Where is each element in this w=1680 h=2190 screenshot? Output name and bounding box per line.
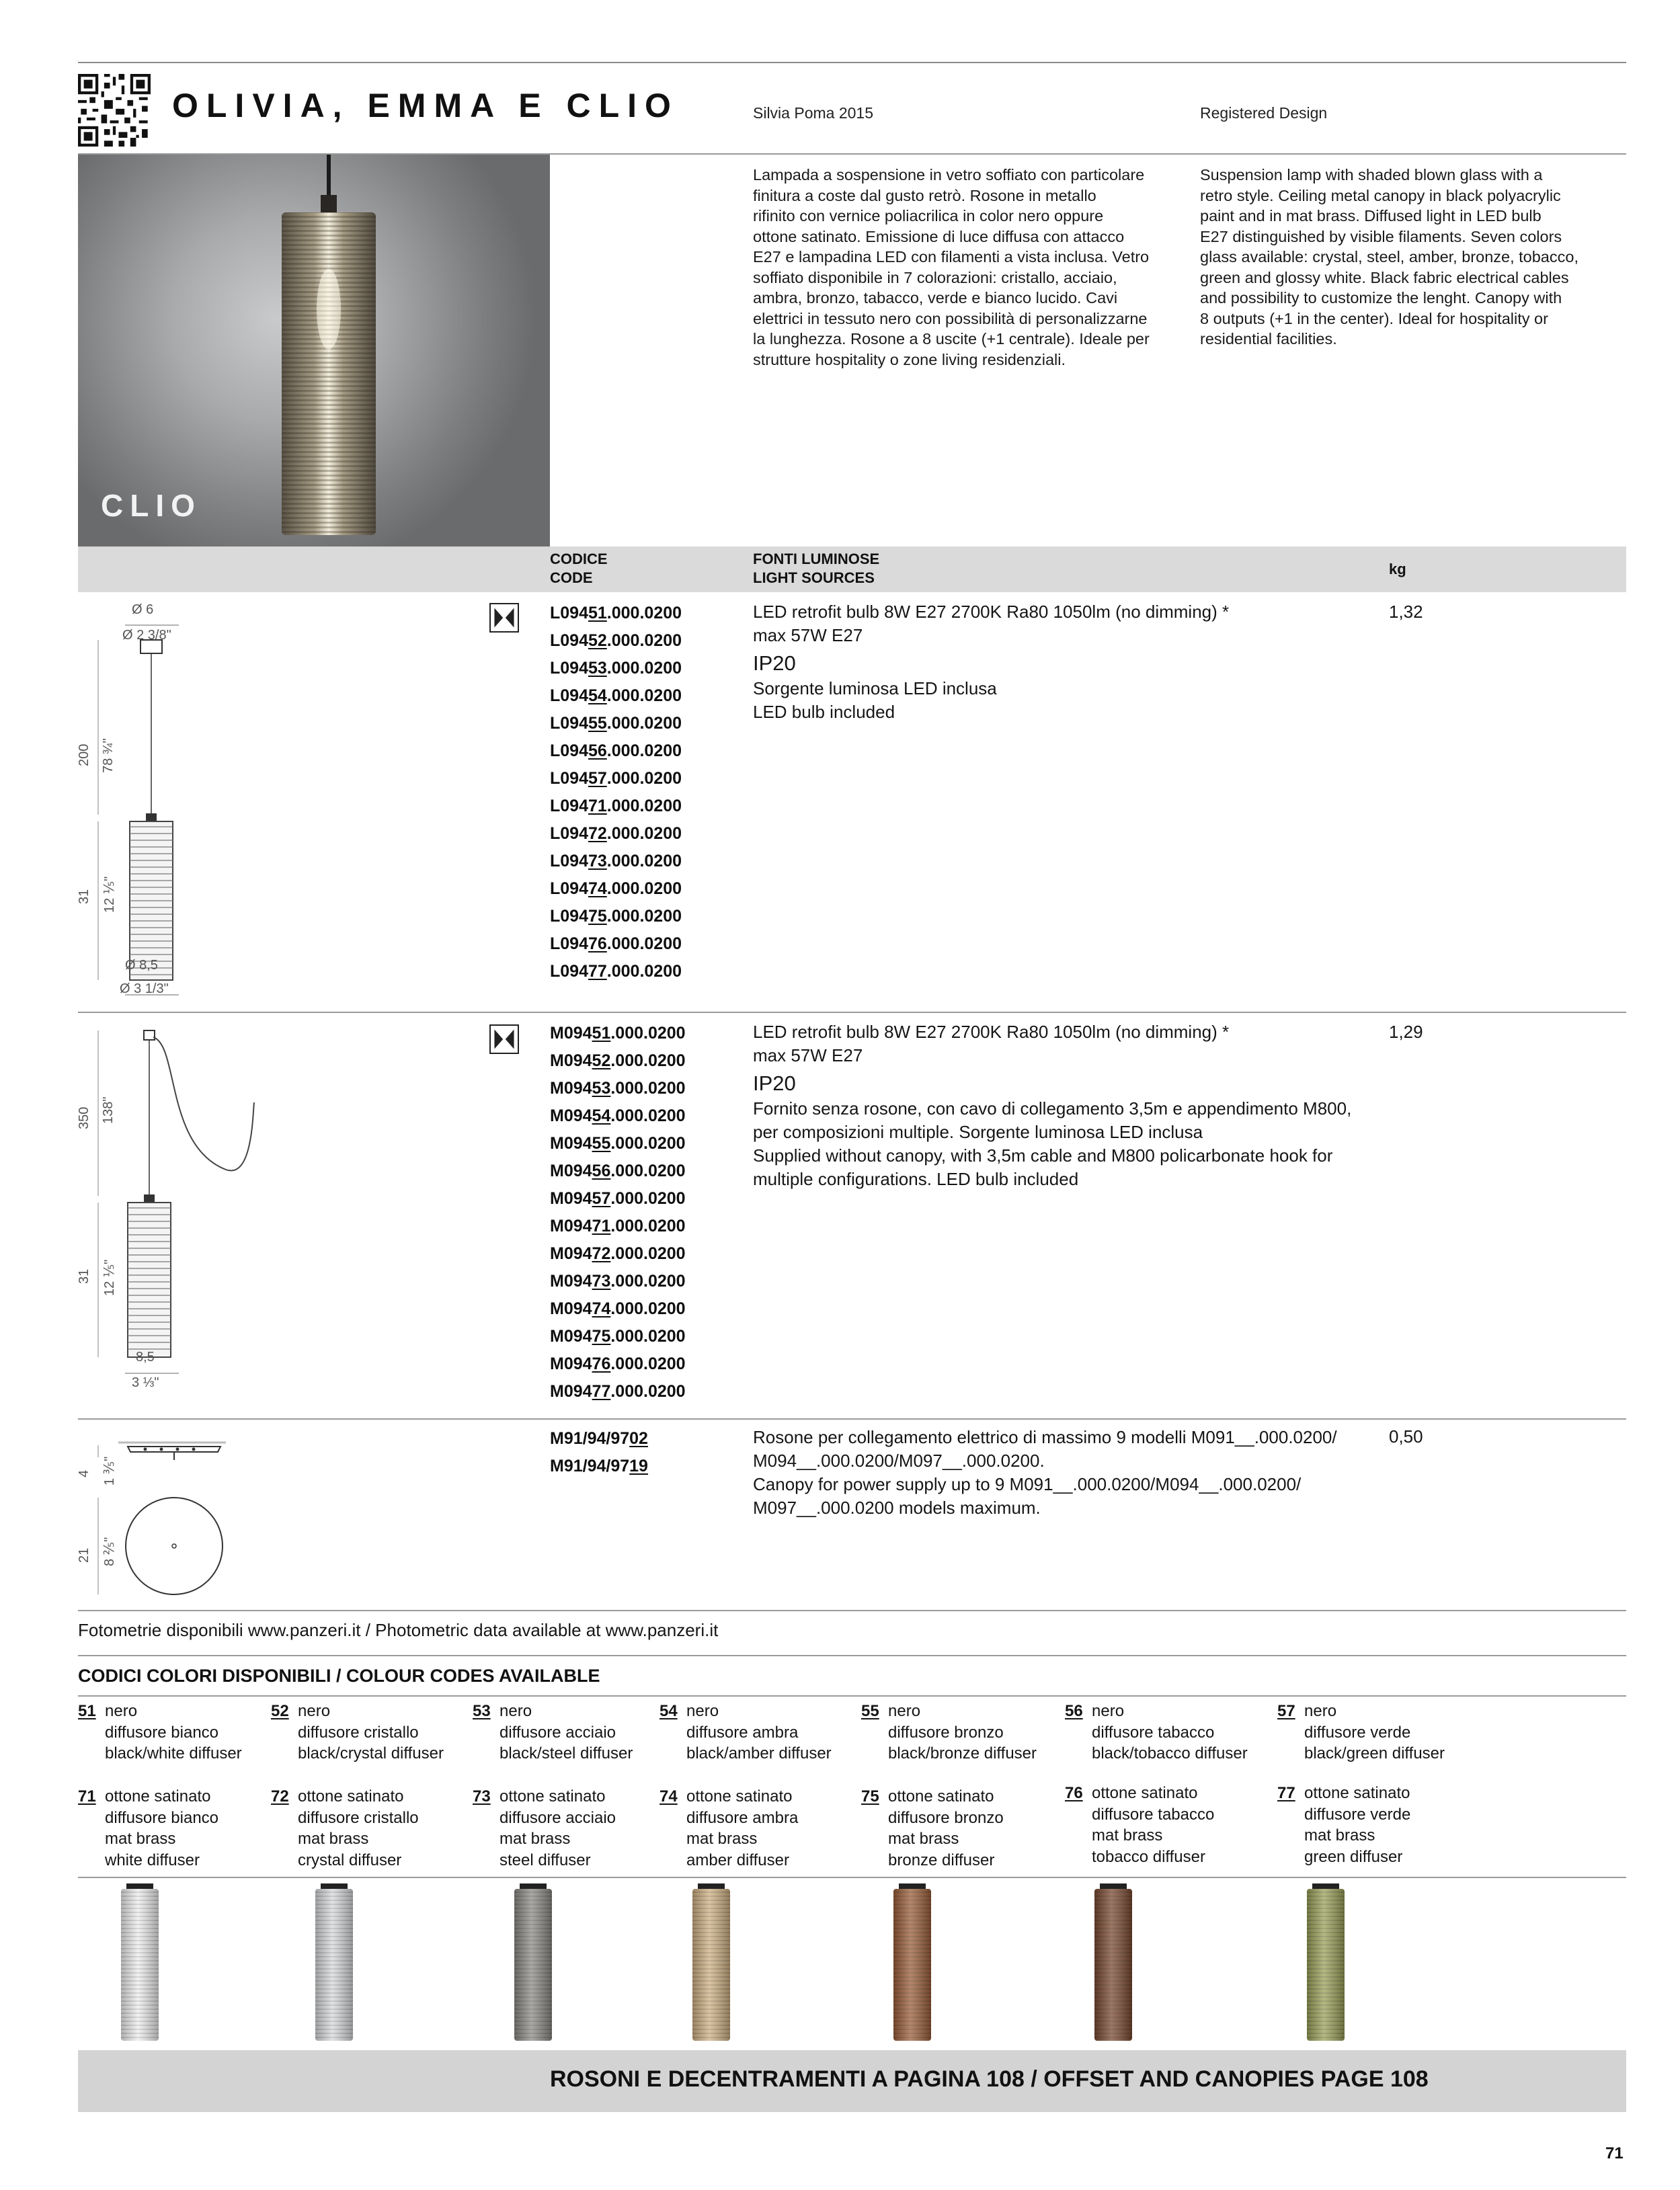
description-line: Lampada a sospensione in vetro soffiato con particolare	[753, 166, 1145, 184]
color-code-item: 57 nero diffusore verde black/green diffuser	[1277, 1702, 1445, 1762]
description-line: soffiato disponibile in 7 colorazioni: cristallo, acciaio,	[753, 268, 1117, 286]
section3-dimension-drawing	[78, 1425, 253, 1613]
color-code-item: 77 ottone satinato diffusore verde mat brass green diffuser	[1277, 1784, 1411, 1866]
product-code[interactable]: M09474.000.0200	[550, 1299, 686, 1318]
color-code-item: 55 nero diffusore bronzo black/bronze diffuser	[861, 1702, 1037, 1762]
light-source-line: max 57W E27	[753, 1045, 863, 1065]
section1-dimension-drawing	[78, 598, 239, 1002]
section1-code-list	[550, 600, 682, 985]
description-line: strutture hospitality o zone living residenziali.	[753, 350, 1066, 368]
description-line: ottone satinato. Emissione di luce diffusa con attacco	[753, 227, 1125, 245]
product-code[interactable]: M09452.000.0200	[550, 1051, 686, 1070]
color-code-item: 74 ottone satinato diffusore ambra mat brass amber diffuser	[659, 1787, 799, 1869]
product-code[interactable]: M09471.000.0200	[550, 1217, 686, 1235]
weight-value: 0,50	[1389, 1426, 1423, 1447]
note-line: per composizioni multiple. Sorgente luminosa LED inclusa	[753, 1122, 1203, 1142]
note-line: M097__.000.0200 models maximum.	[753, 1498, 1041, 1518]
swatch-white-icon	[121, 1883, 159, 2041]
dim-total-height: 200	[77, 743, 91, 766]
product-code[interactable]: M09477.000.0200	[550, 1382, 686, 1401]
light-source-line: LED retrofit bulb 8W E27 2700K Ra80 1050lm (no dimming) *	[753, 1022, 1230, 1042]
swatch-steel-icon	[514, 1883, 552, 2041]
section2-light-source	[753, 1020, 1378, 1191]
product-code[interactable]: L09456.000.0200	[550, 741, 682, 760]
description-line: la lunghezza. Rosone a 8 uscite (+1 centrale). Ideale per	[753, 330, 1150, 348]
dim-canopy-diameter-inch: Ø 2 3/8"	[122, 628, 171, 643]
dim-canopy-diameter: Ø 6	[132, 602, 154, 617]
description-line: ambra, bronzo, tabacco, verde e bianco lucido. Cavi	[753, 289, 1118, 307]
dim-glass-diameter: Ø 8,5	[125, 958, 158, 973]
product-code[interactable]: M09453.000.0200	[550, 1079, 686, 1098]
dim-glass-diameter-inch: Ø 3 1/3"	[120, 981, 169, 996]
product-code[interactable]: M09455.000.0200	[550, 1134, 686, 1153]
section-rule	[78, 1012, 1626, 1013]
column-header-code-en: CODE	[550, 569, 593, 586]
product-code[interactable]: L09476.000.0200	[550, 934, 682, 953]
color-code-item: 56 nero diffusore tabacco black/tobacco diffuser	[1065, 1702, 1248, 1762]
color-code-item: 54 nero diffusore ambra black/amber diffuser	[659, 1702, 832, 1762]
photometric-note: Fotometrie disponibili www.panzeri.it / Photometric data available at www.panzeri.it	[78, 1620, 719, 1640]
product-code[interactable]: M09476.000.0200	[550, 1354, 686, 1373]
product-code[interactable]: M09473.000.0200	[550, 1272, 686, 1291]
note-line: Canopy for power supply up to 9 M091__.000.0200/M094__.000.0200/	[753, 1474, 1302, 1494]
section3-code-list	[550, 1425, 648, 1480]
dim-canopy-height-inch: 1 ⅗"	[102, 1456, 117, 1486]
description-line: E27 distinguished by visible filaments. Seven colors	[1200, 227, 1562, 245]
section2-code-list	[550, 1020, 686, 1406]
description-english	[1200, 165, 1610, 350]
dim-canopy-diameter-inch: 8 ⅖"	[102, 1537, 117, 1566]
product-code[interactable]: L09471.000.0200	[550, 797, 682, 815]
color-code-item: 73 ottone satinato diffusore acciaio mat brass steel diffuser	[473, 1787, 616, 1869]
dim-total-height: 350	[77, 1106, 91, 1129]
product-code[interactable]: M09454.000.0200	[550, 1106, 686, 1125]
dim-glass-diameter: 8,5	[136, 1350, 155, 1365]
product-code[interactable]: L09473.000.0200	[550, 852, 682, 870]
product-code[interactable]: L09453.000.0200	[550, 659, 682, 678]
color-code-item: 53 nero diffusore acciaio black/steel diffuser	[473, 1702, 633, 1762]
description-line: paint and in mat brass. Diffused light in LED bulb	[1200, 207, 1542, 225]
weight-value: 1,29	[1389, 1022, 1423, 1042]
product-code[interactable]: L09455.000.0200	[550, 714, 682, 733]
swatch-amber-icon	[692, 1883, 730, 2041]
product-code[interactable]: L09452.000.0200	[550, 631, 682, 650]
dim-total-height-inch: 78 ¾"	[101, 738, 116, 773]
column-header-code-it: CODICE	[550, 551, 608, 567]
description-line: and possibility to customize the lenght. Canopy with	[1200, 289, 1562, 307]
color-code-item: 72 ottone satinato diffusore cristallo mat brass crystal diffuser	[271, 1787, 419, 1869]
description-line: finitura a coste dal gusto retrò. Rosone in metallo	[753, 186, 1096, 204]
qr-code-icon[interactable]	[78, 74, 151, 147]
page-number: 71	[1605, 2144, 1624, 2162]
color-codes-title: CODICI COLORI DISPONIBILI / COLOUR CODES AVAILABLE	[78, 1666, 600, 1686]
light-source-line: LED retrofit bulb 8W E27 2700K Ra80 1050lm (no dimming) *	[753, 602, 1230, 622]
color-code-item: 52 nero diffusore cristallo black/crystal diffuser	[271, 1702, 444, 1762]
product-code[interactable]: L09474.000.0200	[550, 879, 682, 898]
color-code-item: 71 ottone satinato diffusore bianco mat brass white diffuser	[78, 1787, 219, 1869]
product-code[interactable]: L09477.000.0200	[550, 962, 682, 981]
page-title: OLIVIA, EMMA E CLIO	[172, 87, 679, 124]
swatch-green-icon	[1307, 1883, 1345, 2041]
description-line: Suspension lamp with shaded blown glass with a	[1200, 166, 1543, 184]
section-rule	[78, 1877, 1626, 1878]
dim-canopy-height: 4	[77, 1469, 91, 1477]
section-rule	[78, 1655, 1626, 1656]
section-rule	[78, 1610, 1626, 1611]
description-line: green and glossy white. Black fabric electrical cables	[1200, 268, 1569, 286]
description-line: E27 e lampadina LED con filamenti a vista inclusa. Vetro	[753, 248, 1150, 266]
installation-type-icon	[489, 1024, 519, 1054]
product-code[interactable]: M09472.000.0200	[550, 1244, 686, 1263]
product-code[interactable]: L09475.000.0200	[550, 907, 682, 926]
dim-total-height-inch: 138"	[101, 1096, 116, 1124]
ip-rating: IP20	[753, 1071, 796, 1095]
ip-rating: IP20	[753, 651, 796, 675]
dim-canopy-diameter: 21	[77, 1547, 91, 1563]
dim-glass-height: 31	[77, 889, 91, 904]
description-line: retro style. Ceiling metal canopy in black polyacrylic	[1200, 186, 1561, 204]
product-code[interactable]: M09451.000.0200	[550, 1024, 686, 1043]
description-line: glass available: crystal, steel, amber, bronze, tobacco,	[1200, 248, 1578, 266]
product-code[interactable]: L09454.000.0200	[550, 686, 682, 705]
dim-glass-height-inch: 12 ⅕"	[102, 876, 117, 913]
photo-label: CLIO	[101, 488, 202, 523]
description-line: 8 outputs (+1 in the center). Ideal for hospitality or	[1200, 309, 1548, 327]
column-header-light-sources	[753, 550, 879, 587]
section3-description	[753, 1426, 1378, 1520]
color-code-item: 75 ottone satinato diffusore bronzo mat brass bronze diffuser	[861, 1787, 1004, 1869]
installation-type-icon	[489, 603, 519, 633]
dim-glass-height-inch: 12 ⅕"	[102, 1259, 117, 1296]
section-rule	[78, 1695, 1626, 1697]
column-header-light-it: FONTI LUMINOSE	[753, 551, 880, 567]
product-code[interactable]: M09457.000.0200	[550, 1189, 686, 1208]
footer-banner-text[interactable]: ROSONI E DECENTRAMENTI A PAGINA 108 / OFFSET AND CANOPIES PAGE 108	[550, 2066, 1429, 2092]
section-rule	[78, 1418, 1626, 1420]
product-code[interactable]: M09456.000.0200	[550, 1162, 686, 1180]
note-line: LED bulb included	[753, 702, 895, 722]
column-header-code	[550, 550, 608, 587]
registered-design-label: Registered Design	[1200, 104, 1328, 122]
dim-glass-height: 31	[77, 1268, 91, 1284]
product-code[interactable]: L09451.000.0200	[550, 604, 682, 622]
swatch-tobacco-icon	[1094, 1883, 1132, 2041]
color-code-item: 51 nero diffusore bianco black/white diffuser	[78, 1702, 242, 1762]
swatch-bronze-icon	[893, 1883, 931, 2041]
section1-light-source	[753, 600, 1378, 724]
designer-credit: Silvia Poma 2015	[753, 104, 873, 122]
glass-swatches	[0, 1879, 1680, 2047]
description-italian	[753, 165, 1183, 370]
description-line: rifinito con vernice poliacrilica in color nero oppure	[753, 207, 1104, 225]
color-code-item: 76 ottone satinato diffusore tabacco mat brass tobacco diffuser	[1065, 1784, 1215, 1866]
note-line: Fornito senza rosone, con cavo di collegamento 3,5m e appendimento M800,	[753, 1098, 1352, 1119]
note-line: M094__.000.0200/M097__.000.0200.	[753, 1451, 1045, 1471]
section2-dimension-drawing	[78, 1018, 280, 1415]
product-code[interactable]: L09472.000.0200	[550, 824, 682, 843]
product-code[interactable]: M09475.000.0200	[550, 1327, 686, 1346]
description-line: elettrici in tessuto nero con possibilità di personalizzarne	[753, 309, 1148, 327]
product-code[interactable]: M91/94/9702	[550, 1429, 648, 1448]
note-line: Sorgente luminosa LED inclusa	[753, 678, 997, 698]
product-code[interactable]: L09457.000.0200	[550, 769, 682, 788]
product-code[interactable]: M91/94/9719	[550, 1457, 648, 1475]
top-rule	[78, 62, 1626, 63]
column-header-kg: kg	[1389, 561, 1406, 577]
swatch-crystal-icon	[315, 1883, 353, 2041]
note-line: Rosone per collegamento elettrico di massimo 9 modelli M091__.000.0200/	[753, 1427, 1337, 1447]
note-line: multiple configurations. LED bulb included	[753, 1169, 1079, 1189]
weight-value: 1,32	[1389, 602, 1423, 622]
light-source-line: max 57W E27	[753, 625, 863, 645]
column-header-light-en: LIGHT SOURCES	[753, 569, 875, 586]
note-line: Supplied without canopy, with 3,5m cable and M800 policarbonate hook for	[753, 1145, 1333, 1166]
dim-glass-diameter-inch: 3 ⅓"	[132, 1375, 159, 1390]
description-line: residential facilities.	[1200, 330, 1337, 348]
